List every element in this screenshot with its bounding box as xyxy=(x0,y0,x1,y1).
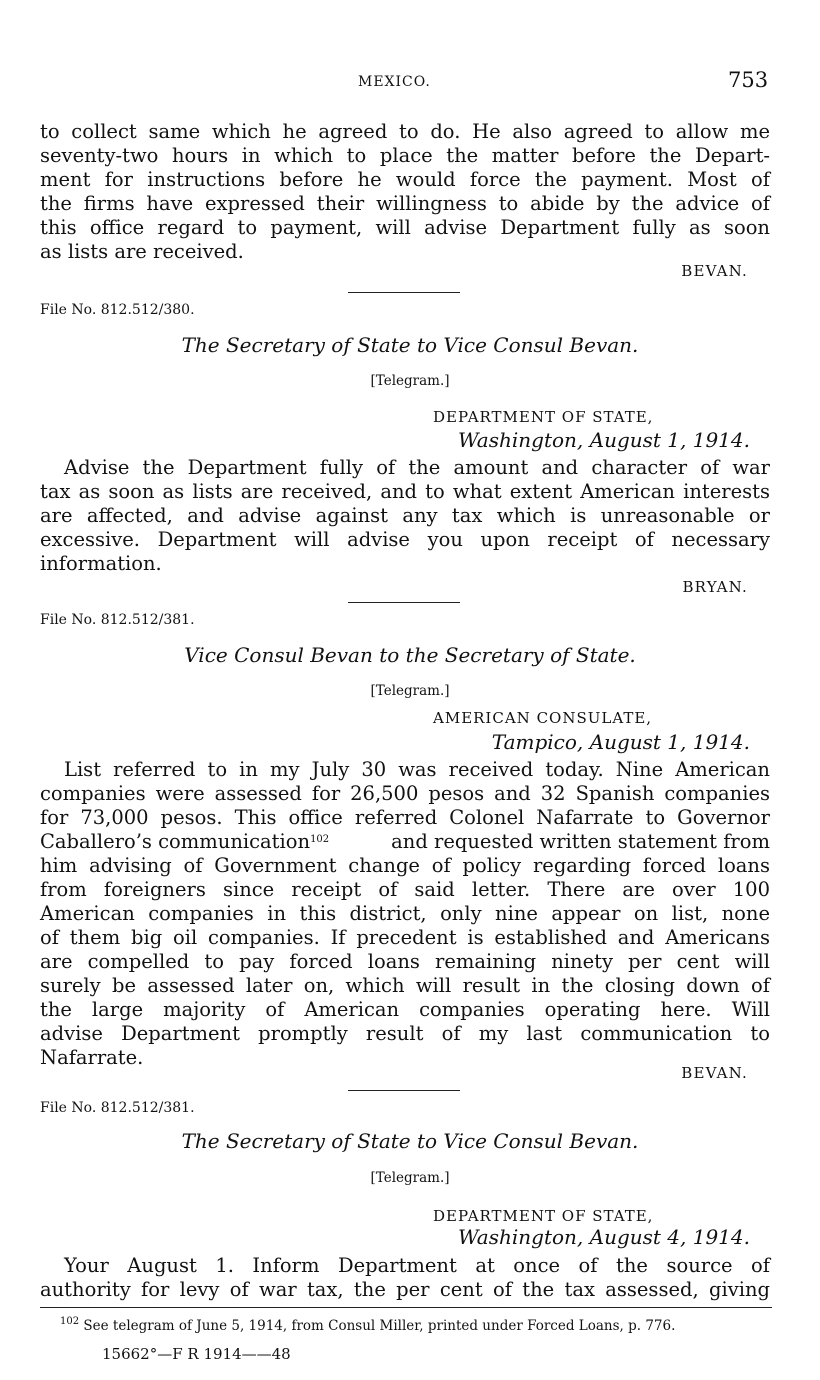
text-line: to collect same which he agreed to do. He also agreed to allow me xyxy=(40,120,770,143)
text-line: him advising of Government change of policy regarding forced loans xyxy=(40,854,770,877)
file-number: File No. 812.512/381. xyxy=(40,1100,195,1116)
signature: BRYAN. xyxy=(682,578,748,596)
dateline-place: Tampico, August 1, 1914. xyxy=(491,730,750,754)
running-head: MEXICO. xyxy=(358,74,431,90)
text-line: excessive. Department will advise you upon receipt of necessary xyxy=(40,528,770,551)
text-line xyxy=(40,830,770,854)
text-line: the firms have expressed their willingness to abide by the advice of xyxy=(40,192,770,215)
text-line: tax as soon as lists are received, and to what extent American interests xyxy=(40,480,770,503)
section-divider xyxy=(348,292,460,293)
file-number: File No. 812.512/380. xyxy=(40,302,195,318)
text-fragment: Caballero’s communication xyxy=(40,830,311,853)
text-line: List referred to in my July 30 was received today. Nine American xyxy=(64,758,770,781)
signature: BEVAN. xyxy=(681,262,748,280)
telegram-label: [Telegram.] xyxy=(370,1170,450,1186)
text-line: of them big oil companies. If precedent is established and Americans xyxy=(40,926,770,949)
text-line: companies were assessed for 26,500 pesos and 32 Spanish companies xyxy=(40,782,770,805)
text-line: from foreigners since receipt of said letter. There are over 100 xyxy=(40,878,770,901)
document-heading: Vice Consul Bevan to the Secretary of State. xyxy=(184,643,636,667)
section-divider xyxy=(348,1090,460,1091)
text-line: advise Department promptly result of my last communication to xyxy=(40,1022,770,1045)
text-line: the large majority of American companies operating here. Will xyxy=(40,998,770,1021)
document-heading: The Secretary of State to Vice Consul Bevan. xyxy=(181,1129,639,1153)
page-number: 753 xyxy=(728,68,769,92)
dateline-place: Washington, August 4, 1914. xyxy=(457,1225,750,1249)
text-fragment xyxy=(40,830,329,854)
document-heading: The Secretary of State to Vice Consul Bevan. xyxy=(181,333,639,357)
text-line: ment for instructions before he would force the payment. Most of xyxy=(40,168,770,191)
text-fragment: and requested written statement from xyxy=(391,830,770,853)
section-divider xyxy=(348,602,460,603)
dateline-office: DEPARTMENT OF STATE, xyxy=(433,408,654,426)
telegram-label: [Telegram.] xyxy=(370,683,450,699)
text-line: for 73,000 pesos. This office referred Colonel Nafarrate to Governor xyxy=(40,806,770,829)
text-line: surely be assessed later on, which will result in the closing down of xyxy=(40,974,770,997)
footnote-number: 102 xyxy=(60,1316,80,1327)
dateline-office: AMERICAN CONSULATE, xyxy=(433,709,653,727)
text-line: are affected, and advise against any tax which is unreasonable or xyxy=(40,504,770,527)
text-line: are compelled to pay forced loans remaining ninety per cent will xyxy=(40,950,770,973)
file-number: File No. 812.512/381. xyxy=(40,612,195,628)
dateline-place: Washington, August 1, 1914. xyxy=(457,428,750,452)
telegram-label: [Telegram.] xyxy=(370,373,450,389)
signature: BEVAN. xyxy=(681,1064,748,1082)
text-line: American companies in this district, only nine appear on list, none xyxy=(40,902,770,925)
text-line: Your August 1. Inform Department at once of the source of xyxy=(64,1254,770,1277)
text-line: Nafarrate. xyxy=(40,1046,144,1069)
printer-signature: 15662°—F R 1914——48 xyxy=(102,1345,291,1363)
footnote-rule xyxy=(40,1307,772,1308)
dateline-office: DEPARTMENT OF STATE, xyxy=(433,1207,654,1225)
text-line: this office regard to payment, will advise Department fully as soon xyxy=(40,216,770,239)
text-line: authority for levy of war tax, the per cent of the tax assessed, giving xyxy=(40,1278,770,1301)
text-line: seventy-two hours in which to place the matter before the Depart- xyxy=(40,144,770,167)
text-line: as lists are received. xyxy=(40,240,244,263)
text-line: information. xyxy=(40,552,162,575)
footnote-reference[interactable]: 102 xyxy=(310,834,330,845)
footnote xyxy=(60,1318,675,1334)
footnote-text: See telegram of June 5, 1914, from Consul Miller, printed under Forced Loans, p. 776. xyxy=(83,1318,676,1334)
text-line: Advise the Department fully of the amount and character of war xyxy=(64,456,770,479)
